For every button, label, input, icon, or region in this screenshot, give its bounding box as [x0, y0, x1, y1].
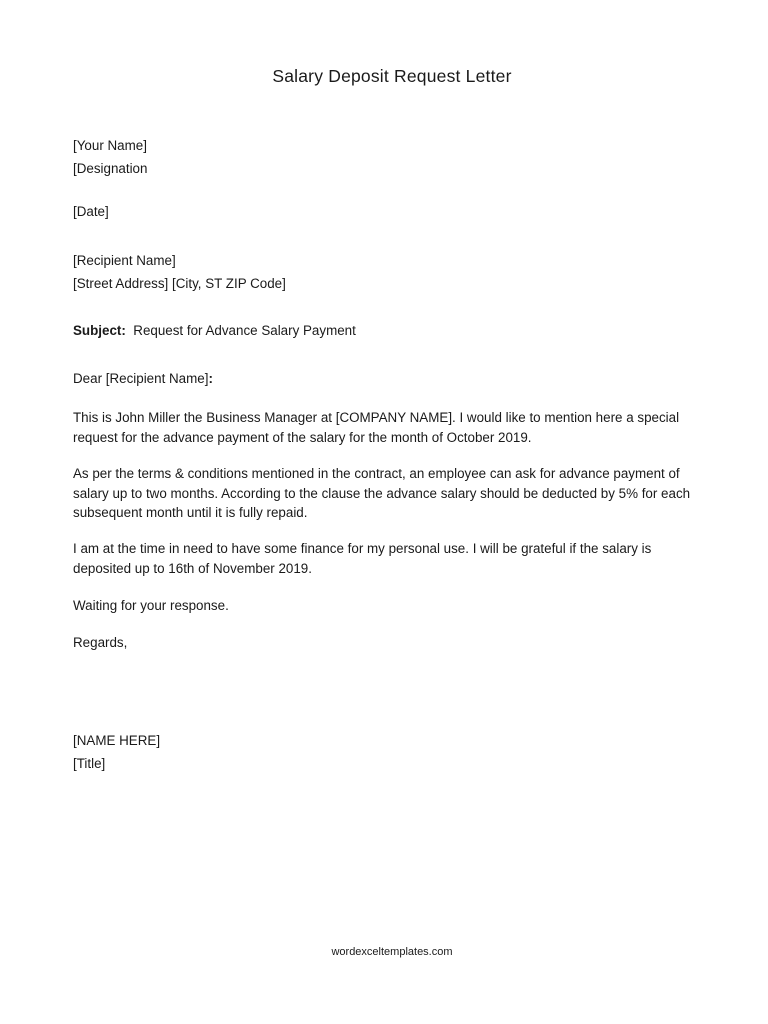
- recipient-name: [Recipient Name]: [73, 253, 176, 268]
- letter-date: [Date]: [73, 204, 109, 219]
- paragraph-need: I am at the time in need to have some finance for my personal use. I will be grateful if the salary is deposited up to 16th of November 2019.: [73, 541, 652, 576]
- signature-name: [NAME HERE]: [73, 733, 161, 748]
- paragraph-intro: This is John Miller the Business Manager at [COMPANY NAME]. I would like to mention here a special request for the advance payment of the salary for the month of October 2019.: [73, 410, 680, 445]
- subject-text: Request for Advance Salary Payment: [133, 323, 356, 338]
- paragraph-waiting: Waiting for your response.: [73, 598, 229, 613]
- signature-block: [73, 731, 723, 773]
- sender-name: [Your Name]: [73, 138, 147, 153]
- subject-line: [73, 321, 723, 341]
- date-block: [73, 202, 723, 222]
- sender-block: [73, 136, 723, 178]
- sender-designation: [Designation: [73, 160, 148, 176]
- closing: Regards,: [73, 635, 128, 650]
- salutation-colon: :: [208, 371, 213, 386]
- signature-title: [Title]: [73, 755, 106, 771]
- subject-label: Subject:: [73, 323, 126, 338]
- salutation-text: Dear [Recipient Name]: [73, 371, 209, 386]
- salutation: [73, 369, 723, 389]
- recipient-address: [Street Address] [City, ST ZIP Code]: [73, 275, 286, 291]
- document-title: Salary Deposit Request Letter: [272, 66, 512, 86]
- footer-website: wordexceltemplates.com: [331, 946, 453, 958]
- recipient-block: [73, 251, 723, 293]
- paragraph-terms: As per the terms & conditions mentioned in the contract, an employee can ask for advance payment of salary up to two months. According to the clause the advance salary should be deducted by 5% for each subsequent month until it is fully repaid.: [73, 466, 691, 520]
